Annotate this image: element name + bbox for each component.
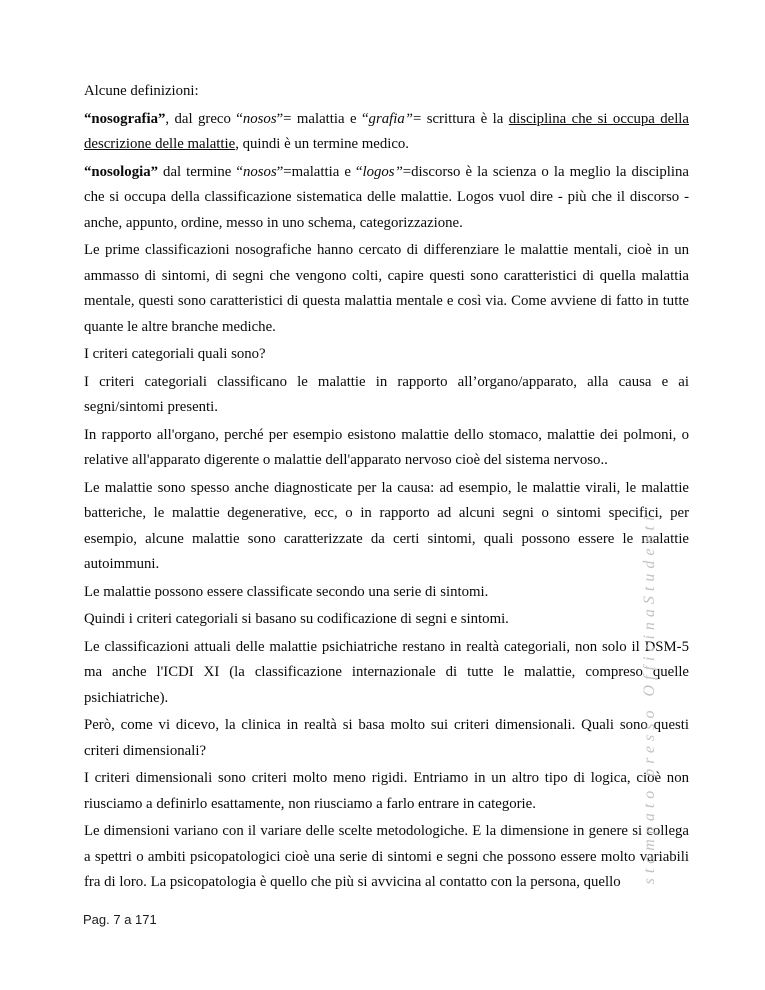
text-run: I criteri categoriali classificano le malattie in rapporto all’organo/apparato, alla causa e ai segni/sintomi presenti. — [84, 373, 689, 415]
paragraph — [84, 370, 689, 421]
paragraph — [84, 607, 689, 633]
paragraph — [84, 819, 689, 896]
text-run: Le malattie possono essere classificate secondo una serie di sintomi. — [84, 583, 489, 600]
text-run: nosos — [242, 110, 277, 127]
text-run: I criteri dimensionali sono criteri molto meno rigidi. Entriamo in un altro tipo di logica, cioè non riusciamo a definirlo esattamente, non riusciamo a farlo entrare in categorie. — [84, 770, 689, 812]
text-run: “nosografia” — [84, 110, 166, 127]
text-run: ”= malattia e “ — [276, 110, 369, 127]
text-run: = scrittura è la — [412, 110, 509, 127]
text-run: =discorso è la scienza o la meglio la disciplina che si occupa della classificazione sistematica delle malattie. Logos vuol dire - più che il discorso - anche, appunto, ordine, messo in uno schema, categorizzazione. — [84, 163, 689, 231]
text-run: In rapporto all'organo, perché per esempio esistono malattie dello stomaco, malattie dei polmoni, o relative all'apparato digerente o malattie dell'apparato nervoso cioè del sistema nervoso.. — [84, 426, 689, 468]
paragraph — [84, 238, 689, 340]
document-body — [84, 79, 689, 898]
paragraph — [84, 79, 689, 105]
paragraph — [84, 476, 689, 578]
text-run: , dal greco “ — [165, 110, 243, 127]
watermark: stampato presso OfficinaStudenti — [641, 511, 658, 885]
text-run: “nosologia” — [84, 163, 158, 180]
text-run: Le malattie sono spesso anche diagnosticate per la causa: ad esempio, le malattie virali, le malattie batteriche, le malattie degenerative, ecc, o in rapporto ad alcuni segni o sintomi specifici, per esempio, alcune malattie sono caratterizzate da certi sintomi, quali possono essere le malattie autoimmuni. — [84, 479, 689, 572]
paragraph — [84, 580, 689, 606]
text-run: ”=malattia e “ — [276, 163, 363, 180]
text-run: Quindi i criteri categoriali si basano su codificazione di segni e sintomi. — [84, 611, 509, 627]
text-run: Però, come vi dicevo, la clinica in realtà si basa molto sui criteri dimensionali. Quali sono questi criteri dimensionali? — [84, 717, 689, 759]
paragraph — [84, 342, 689, 368]
text-run: nosos — [242, 163, 277, 180]
footer-page-number: Pag. 7 a 171 — [83, 912, 157, 927]
text-run: Le dimensioni variano con il variare delle scelte metodologiche. E la dimensione in genere si collega a spettri o ambiti psicopatologici cioè una serie di sintomi e segni che possono essere molto variabili fra di loro. La psicopatologia è quello che più si avvicina al contatto con la persona, quello — [84, 823, 689, 890]
paragraph — [84, 107, 689, 158]
paragraph — [84, 766, 689, 817]
text-run: disciplina che si occupa della descrizione delle malattie — [84, 110, 689, 152]
text-run: , quindi è un termine medico. — [235, 136, 410, 152]
paragraph — [84, 713, 689, 764]
text-run: Le classificazioni attuali delle malattie psichiatriche restano in realtà categoriali, non solo il DSM-5 ma anche l'ICDI XI (la classificazione internazionale di tutte le malattie, compreso quelle psichiatriche). — [84, 638, 689, 706]
text-run: Le prime classificazioni nosografiche hanno cercato di differenziare le malattie mentali, cioè in un ammasso di sintomi, di segni che vengono colti, capire questi sono caratteristici di quella malattia mentale, questi sono caratteristici di questa malattia mentale e così via. Come avviene di fatto in tutte quante le altre branche mediche. — [84, 242, 689, 335]
text-run: grafia” — [368, 110, 413, 127]
text-run: Alcune definizioni: — [84, 83, 199, 99]
paragraph — [84, 423, 689, 474]
paragraph — [84, 635, 689, 712]
text-run: logos” — [362, 163, 403, 180]
paragraph — [84, 160, 689, 237]
text-run: dal termine “ — [158, 163, 243, 180]
text-run: I criteri categoriali quali sono? — [84, 346, 266, 362]
